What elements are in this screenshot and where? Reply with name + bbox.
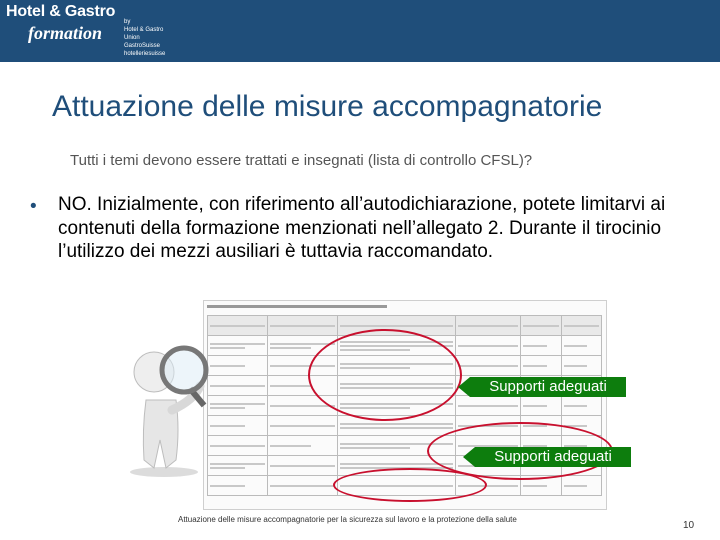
magnifier-figure-illustration [106, 320, 226, 480]
callout-arrow-2 [463, 447, 475, 467]
page-number: 10 [683, 520, 695, 531]
highlight-circle-3 [333, 468, 487, 502]
callout-arrow-1 [458, 377, 470, 397]
logo-by-text: by Hotel & Gastro Union GastroSuisse hotelleriesuisse [124, 19, 166, 57]
footer-text: Attuazione delle misure accompagnatorie per la sicurezza sul lavoro e la protezione della salute [178, 515, 517, 524]
logo-script-text: formation [28, 23, 103, 43]
slide-title: Attuazione delle misure accompagnatorie [52, 90, 603, 123]
header-bar [0, 0, 720, 62]
logo-top-text: Hotel & Gastro [6, 3, 116, 20]
bullet-icon: • [30, 196, 37, 217]
document-heading-placeholder [207, 305, 597, 308]
bullet-text: NO. Inizialmente, con riferimento all’autodichiarazione, potete limitarvi ai contenuti della formazione menzionati nell’allegato 2. Durante il tirocinio l’utilizzo dei mezzi ausiliari è tuttavia raccomandato. [58, 194, 666, 262]
highlight-circle-1 [308, 329, 462, 421]
callout-supporti-2: Supporti adeguati [475, 447, 631, 467]
callout-supporti-1: Supporti adeguati [470, 377, 626, 397]
slide-subtitle: Tutti i temi devono essere trattati e insegnati (lista di controllo CFSL)? [70, 152, 533, 169]
brand-logo [6, 3, 166, 59]
